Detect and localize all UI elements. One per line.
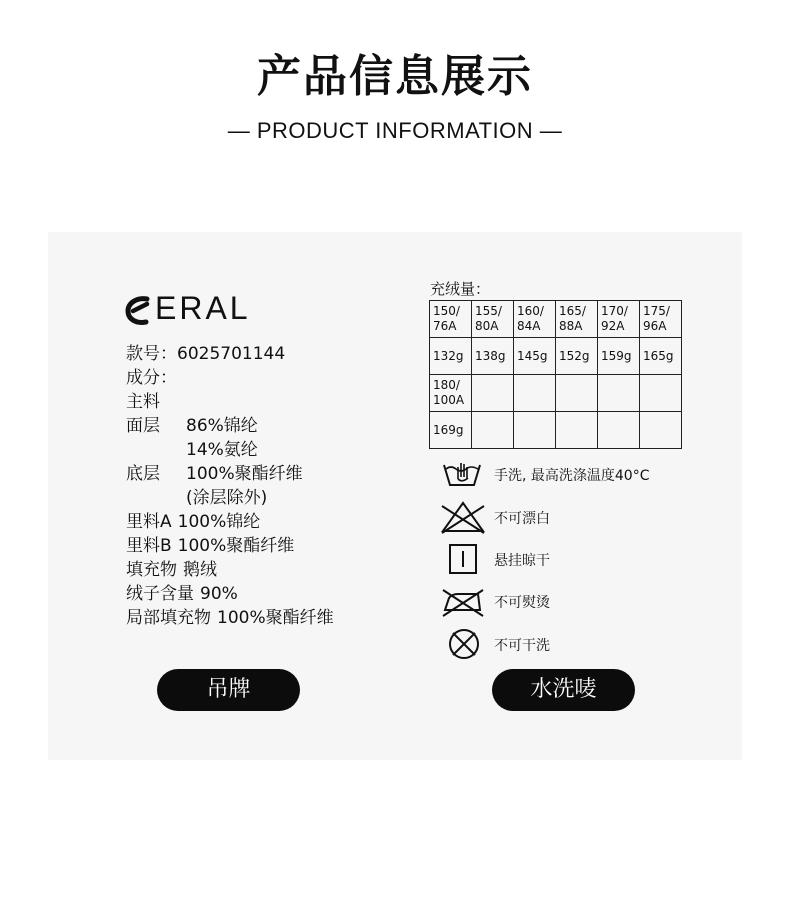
hang-tag-button[interactable]: 吊牌 bbox=[157, 669, 300, 711]
page-subtitle: — PRODUCT INFORMATION — bbox=[227, 118, 563, 143]
composition-key: 绒子含量 bbox=[126, 584, 194, 604]
weight-cell bbox=[472, 412, 514, 449]
brand-name: ERAL bbox=[155, 290, 251, 326]
size-cell: 180/ 100A bbox=[430, 375, 472, 412]
size-cell: 160/ 84A bbox=[514, 301, 556, 338]
composition-key: 局部填充物 bbox=[126, 608, 211, 628]
composition-key: 面层 bbox=[126, 416, 160, 436]
composition-line bbox=[126, 510, 260, 534]
size-cell: 155/ 80A bbox=[472, 301, 514, 338]
wash-label-button[interactable]: 水洗唛 bbox=[492, 669, 635, 711]
table-row bbox=[430, 412, 682, 449]
weight-cell bbox=[514, 412, 556, 449]
table-row bbox=[430, 338, 682, 375]
weight-cell: 132g bbox=[430, 338, 472, 375]
weight-cell bbox=[640, 412, 682, 449]
page-title: 产品信息展示 bbox=[257, 51, 533, 102]
weight-cell: 169g bbox=[430, 412, 472, 449]
weight-cell: 152g bbox=[556, 338, 598, 375]
composition-key: 里料B bbox=[126, 536, 172, 556]
size-cell: 165/ 88A bbox=[556, 301, 598, 338]
composition-line bbox=[126, 582, 238, 606]
care-item-no-iron bbox=[440, 584, 740, 618]
composition-line bbox=[126, 558, 217, 582]
composition-line bbox=[126, 438, 258, 462]
weight-cell bbox=[598, 412, 640, 449]
size-cell bbox=[640, 375, 682, 412]
care-label: 不可熨烫 bbox=[494, 595, 550, 611]
composition-value: (涂层除外) bbox=[186, 488, 268, 508]
hang-dry-icon bbox=[440, 542, 484, 576]
size-cell bbox=[598, 375, 640, 412]
composition-value: 86%锦纶 bbox=[186, 416, 258, 436]
care-item-no-bleach bbox=[440, 500, 740, 534]
brand-logo-icon bbox=[125, 296, 153, 326]
no-iron-icon bbox=[440, 584, 486, 618]
composition-key: 里料A bbox=[126, 512, 172, 532]
fill-amount-table bbox=[429, 300, 682, 449]
size-cell: 150/ 76A bbox=[430, 301, 472, 338]
composition-line bbox=[126, 390, 160, 414]
composition-key: 成分： bbox=[126, 368, 177, 388]
composition-value: 100%锦纶 bbox=[177, 512, 261, 532]
composition-value: 鹅绒 bbox=[183, 560, 217, 580]
no-bleach-icon bbox=[440, 500, 486, 534]
composition-line bbox=[126, 366, 177, 390]
care-label: 手洗, 最高洗涤温度40°C bbox=[494, 468, 650, 484]
weight-cell: 159g bbox=[598, 338, 640, 375]
care-label: 不可干洗 bbox=[494, 638, 550, 654]
composition-line bbox=[126, 486, 267, 510]
composition-value: 100%聚酯纤维 bbox=[177, 536, 295, 556]
composition-line bbox=[126, 462, 303, 486]
weight-cell: 138g bbox=[472, 338, 514, 375]
composition-key: 款号： bbox=[126, 344, 177, 364]
hand-wash-icon bbox=[440, 457, 484, 489]
size-cell bbox=[556, 375, 598, 412]
composition-line bbox=[126, 342, 285, 366]
composition-key: 填充物 bbox=[126, 560, 177, 580]
size-cell bbox=[472, 375, 514, 412]
composition-line bbox=[126, 534, 294, 558]
brand-logo bbox=[125, 292, 255, 328]
care-label: 不可漂白 bbox=[494, 511, 550, 527]
composition-key: 主料 bbox=[126, 392, 160, 412]
composition-value: 14%氨纶 bbox=[186, 440, 258, 460]
composition-key: 底层 bbox=[126, 464, 160, 484]
composition-line bbox=[126, 414, 258, 438]
no-dry-clean-icon bbox=[440, 627, 486, 661]
composition-value: 100%聚酯纤维 bbox=[217, 608, 334, 628]
composition-value: 90% bbox=[200, 584, 238, 604]
fill-amount-label: 充绒量： bbox=[430, 280, 491, 298]
composition-value: 100%聚酯纤维 bbox=[186, 464, 303, 484]
size-cell bbox=[514, 375, 556, 412]
weight-cell bbox=[556, 412, 598, 449]
care-item-no-dry-clean bbox=[440, 627, 740, 661]
care-item-hang-dry bbox=[440, 542, 740, 576]
table-row bbox=[430, 375, 682, 412]
care-item-hand-wash bbox=[440, 457, 740, 491]
size-cell: 170/ 92A bbox=[598, 301, 640, 338]
table-row bbox=[430, 301, 682, 338]
size-cell: 175/ 96A bbox=[640, 301, 682, 338]
composition-line bbox=[126, 606, 334, 630]
care-label: 悬挂晾干 bbox=[494, 553, 550, 569]
weight-cell: 165g bbox=[640, 338, 682, 375]
composition-value: 6025701144 bbox=[177, 344, 286, 364]
weight-cell: 145g bbox=[514, 338, 556, 375]
